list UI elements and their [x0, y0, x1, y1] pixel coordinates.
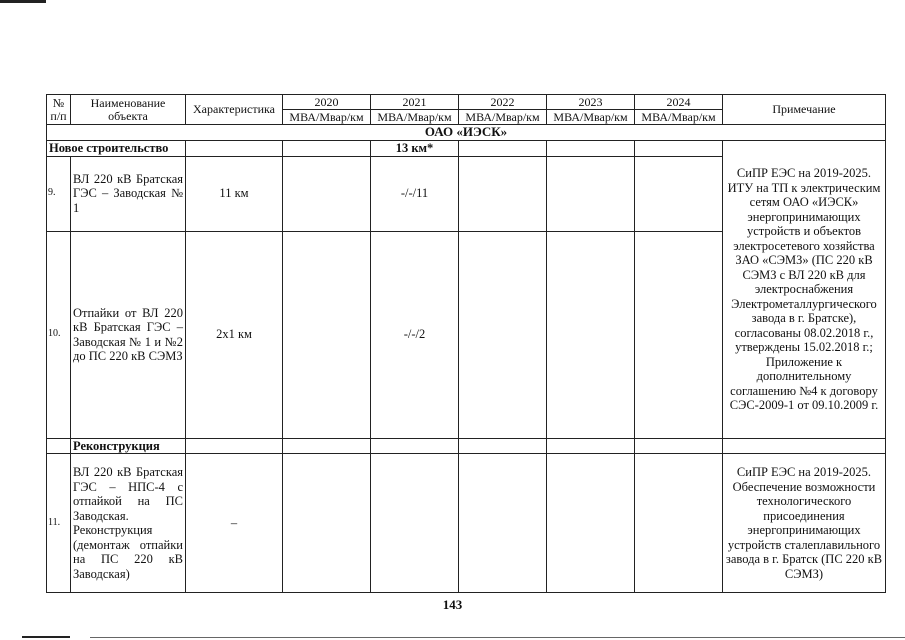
section-recon-label: Реконструкция	[71, 438, 186, 454]
scan-mark-bottom-left	[22, 636, 70, 638]
header-num-line1: №	[52, 95, 65, 110]
header-unit-2020: МВА/Мвар/км	[283, 110, 371, 125]
object-name: ВЛ 220 кВ Братская ГЭС – НПС-4 с отпайкой на ПС Заводская. Реконструкция (демонтаж отпайки на ПС 220 кВ Заводская)	[71, 454, 186, 593]
characteristic-value: 11 км	[186, 156, 283, 231]
row-number: 9.	[47, 156, 71, 231]
section-new-total-2021: 13 км*	[371, 141, 459, 157]
header-year-2020: 2020	[283, 95, 371, 110]
header-unit-2023: МВА/Мвар/км	[547, 110, 635, 125]
org-title: ОАО «ИЭСК»	[47, 125, 886, 141]
characteristic-value: 2х1 км	[186, 231, 283, 438]
note-new-construction: СиПР ЕЭС на 2019-2025. ИТУ на ТП к электрическим сетям ОАО «ИЭСК» энергопринимающих устройств и объектов электросетевого хозяйства ЗАО «СЭМЗ» (ПС 220 кВ СЭМЗ с ВЛ 220 кВ для электроснабжения Электрометаллургического завода в г. Братске), согласованы 08.02.2018 г., утверждены 15.02.2018 г.; Приложение к дополнительному соглашению №4 к договору СЭС-2009-1 от 09.10.2009 г.	[723, 141, 886, 439]
header-name-line2: объекта	[108, 108, 148, 123]
header-num-cell	[47, 95, 71, 125]
header-name-line1: Наименование	[90, 95, 166, 110]
header-note: Примечание	[723, 95, 886, 125]
table-row	[47, 454, 886, 593]
scan-line-bottom	[90, 637, 905, 638]
object-name: Отпайки от ВЛ 220 кВ Братская ГЭС – Заводская № 1 и №2 до ПС 220 кВ СЭМЗ	[71, 231, 186, 438]
row-number: 11.	[47, 454, 71, 593]
scan-mark-top-left	[0, 0, 46, 3]
note-reconstruction: СиПР ЕЭС на 2019-2025. Обеспечение возможности технологического присоединения энергопринимающих устройств сталеплавильного завода в г. Братск (ПС 220 кВ СЭМЗ)	[723, 454, 886, 593]
header-unit-2021: МВА/Мвар/км	[371, 110, 459, 125]
header-num-line2: п/п	[50, 108, 67, 123]
header-name-cell	[71, 95, 186, 125]
header-row-1	[47, 95, 886, 110]
section-new-label: Новое строительство	[47, 141, 186, 157]
object-name: ВЛ 220 кВ Братская ГЭС – Заводская № 1	[71, 156, 186, 231]
header-characteristic: Характеристика	[186, 95, 283, 125]
characteristic-value: –	[186, 454, 283, 593]
value-2021: -/-/2	[371, 231, 459, 438]
header-year-2022: 2022	[459, 95, 547, 110]
page-number: 143	[442, 597, 463, 612]
header-year-2023: 2023	[547, 95, 635, 110]
row-number: 10.	[47, 231, 71, 438]
header-year-2024: 2024	[635, 95, 723, 110]
value-2021: -/-/11	[371, 156, 459, 231]
org-row	[47, 125, 886, 141]
section-recon-row	[47, 438, 886, 454]
header-unit-2022: МВА/Мвар/км	[459, 110, 547, 125]
investment-table	[46, 94, 886, 593]
header-year-2021: 2021	[371, 95, 459, 110]
section-new-row	[47, 141, 886, 157]
header-unit-2024: МВА/Мвар/км	[635, 110, 723, 125]
